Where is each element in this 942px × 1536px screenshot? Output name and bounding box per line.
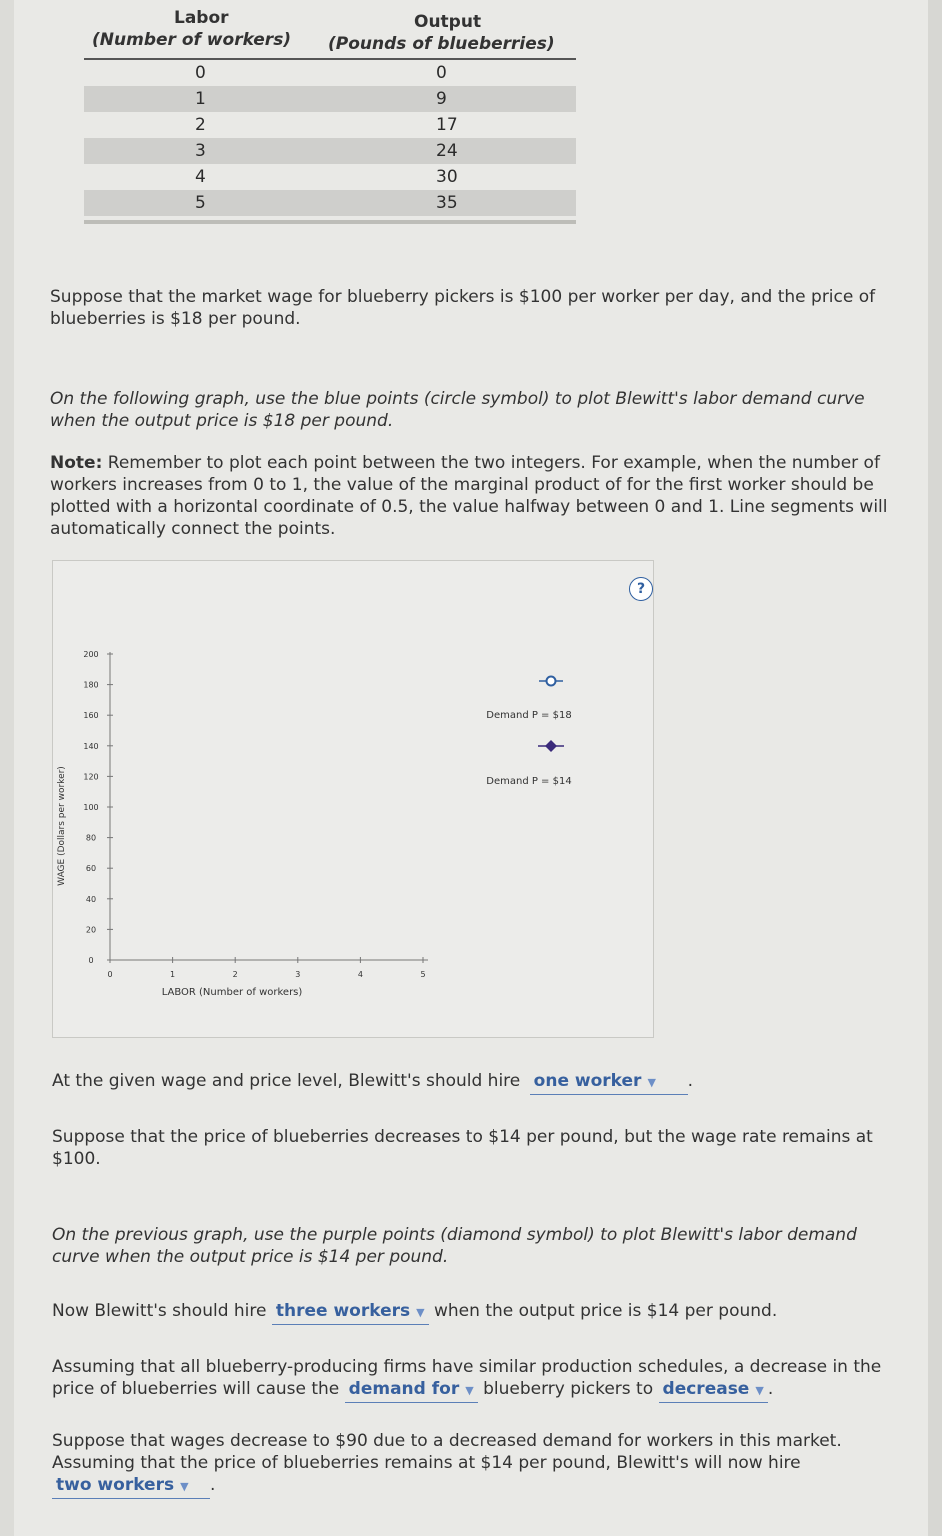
chevron-down-icon: ▼	[180, 1480, 189, 1493]
y-tick-label: 200	[83, 650, 99, 659]
labor-cell: 4	[195, 167, 206, 187]
x-tick-label: 4	[357, 970, 363, 979]
question-hire-18-text: At the given wage and price level, Blewitt's should hire	[52, 1071, 521, 1091]
output-cell: 24	[436, 141, 458, 161]
question-wage-decrease-text: Suppose that wages decrease to $90 due to a decreased demand for workers in this market. Assuming that the price of blueberries remains at $14 per pound, Blewitt's will now hire	[52, 1431, 842, 1473]
note-text	[50, 452, 920, 540]
y-tick-label: 160	[83, 711, 99, 721]
hire-14-dropdown[interactable]	[272, 1300, 429, 1325]
y-tick-label: 180	[83, 680, 99, 690]
y-tick-label: 100	[83, 803, 99, 812]
demand-for-dropdown[interactable]	[345, 1378, 478, 1403]
output-subheader: (Pounds of blueberries)	[328, 34, 555, 54]
output-cell: 0	[436, 63, 447, 83]
y-tick-label: 120	[83, 772, 99, 782]
hire-90-value: two workers	[56, 1475, 175, 1495]
chevron-down-icon: ▼	[755, 1384, 764, 1397]
page-right-edge	[928, 0, 942, 1536]
table-row	[84, 112, 576, 138]
output-cell: 30	[436, 167, 458, 187]
hire-14-value: three workers	[275, 1301, 411, 1321]
question-wage-decrease	[52, 1430, 862, 1499]
question-demand-shift-text: Assuming that all blueberry-producing firms have similar production schedules, a decrease in the price of blueberries will cause the	[52, 1357, 882, 1399]
question-demand-shift-end: .	[767, 1379, 774, 1399]
x-tick-label: 2	[232, 970, 238, 979]
table-row	[84, 60, 576, 86]
legend-label-demand-14: Demand P = $14	[486, 776, 572, 787]
output-header: Output	[414, 12, 482, 32]
note-body: Remember to plot each point between the two integers. For example, when the number of workers increases from 0 to 1, the value of the marginal product of for the first worker should be plotted with a horizontal coordinate of 0.5, the value halfway between 0 and 1. Line segments will automatically connect the points.	[50, 453, 888, 539]
question-wage-decrease-end: .	[210, 1475, 216, 1495]
labor-cell: 1	[195, 89, 206, 109]
labor-cell: 3	[195, 141, 206, 161]
question-hire-18	[52, 1070, 912, 1095]
x-tick-label: 0	[107, 970, 113, 979]
x-tick-label: 5	[420, 970, 426, 979]
plot-instruction-18: On the following graph, use the blue points (circle symbol) to plot Blewitt's labor demand curve when the output price is $18 per pound.	[50, 389, 865, 431]
x-axis-label: LABOR (Number of workers)	[161, 987, 303, 998]
table-row	[84, 86, 576, 112]
decrease-value: decrease	[662, 1379, 750, 1399]
demand-for-value: demand for	[348, 1379, 460, 1399]
output-cell: 35	[436, 193, 458, 213]
decrease-dropdown[interactable]	[659, 1378, 768, 1403]
question-hire-14-text: Now Blewitt's should hire	[52, 1301, 267, 1321]
table-bottom-rule	[84, 220, 576, 224]
x-tick-label: 3	[295, 970, 301, 979]
hire-90-dropdown[interactable]	[52, 1474, 210, 1499]
question-hire-14-end: when the output price is $14 per pound.	[434, 1301, 778, 1321]
hire-18-dropdown[interactable]	[530, 1070, 688, 1095]
page-left-edge	[0, 0, 14, 1536]
question-demand-shift-mid: blueberry pickers to	[483, 1379, 654, 1399]
labor-cell: 0	[195, 63, 206, 83]
question-demand-shift	[52, 1356, 902, 1403]
output-cell: 9	[436, 89, 447, 109]
y-tick-label: 40	[85, 894, 97, 904]
y-tick-label: 20	[85, 925, 97, 935]
question-hire-18-end: .	[687, 1071, 694, 1091]
help-icon[interactable]: ?	[629, 577, 653, 601]
y-tick-label: 80	[85, 833, 97, 843]
chevron-down-icon: ▼	[416, 1306, 425, 1319]
circle-icon	[547, 677, 556, 686]
labor-cell: 2	[195, 115, 206, 135]
note-label: Note:	[50, 453, 103, 473]
table-row	[84, 164, 576, 190]
output-cell: 17	[436, 115, 458, 135]
y-tick-label: 0	[88, 956, 94, 965]
labor-header: Labor	[174, 8, 229, 28]
question-hire-14	[52, 1300, 912, 1325]
y-tick-label: 140	[83, 741, 99, 751]
hire-18-value: one worker	[533, 1071, 642, 1091]
x-tick-label: 1	[170, 970, 176, 979]
chevron-down-icon: ▼	[465, 1384, 474, 1397]
labor-cell: 5	[195, 193, 206, 213]
price-decrease-text: Suppose that the price of blueberries decreases to $14 per pound, but the wage rate remains at $100.	[52, 1127, 873, 1169]
chevron-down-icon: ▼	[647, 1076, 656, 1089]
plot-instruction-14: On the previous graph, use the purple points (diamond symbol) to plot Blewitt's labor demand curve when the output price is $14 per pound.	[52, 1225, 857, 1267]
y-axis-label: WAGE (Dollars per worker)	[57, 766, 67, 886]
labor-subheader: (Number of workers)	[92, 30, 292, 50]
table-row	[84, 138, 576, 164]
legend-label-demand-18: Demand P = $18	[486, 710, 572, 721]
table-row	[84, 190, 576, 216]
y-tick-label: 60	[85, 864, 97, 874]
graph-panel[interactable]	[52, 560, 654, 1038]
market-wage-text: Suppose that the market wage for blueberry pickers is $100 per worker per day, and the price of blueberries is $18 per pound.	[50, 287, 876, 329]
